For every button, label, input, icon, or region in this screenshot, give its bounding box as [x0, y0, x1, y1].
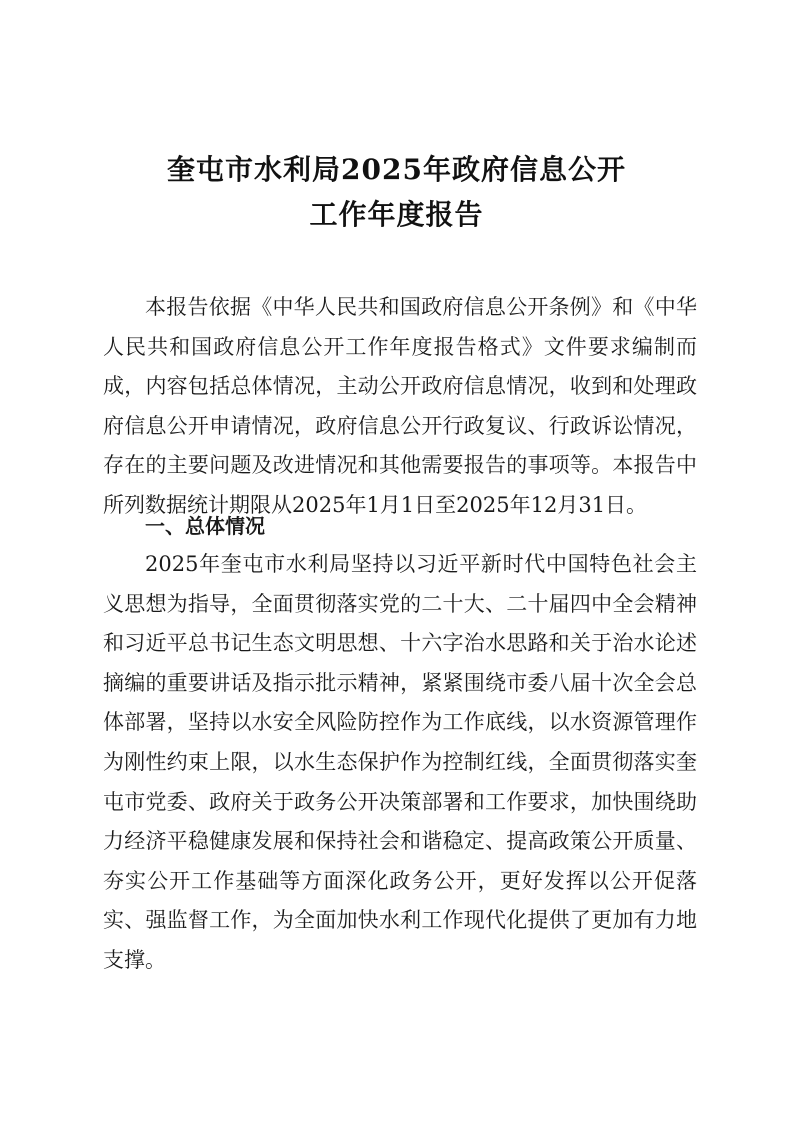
overview-paragraph: 2025年奎屯市水利局坚持以习近平新时代中国特色社会主义思想为指导，全面贯彻落实党的二十大、二十届四中全会精神和习近平总书记生态文明思想、十六字治水思路和关于治水论述摘编的重要讲话及指示批示精神，紧紧围绕市委八届十次全会总体部署，坚持以水安全风险防控作为工作底线，以水资源管理作为刚性约束上限，以水生态保护作为控制红线，全面贯彻落实奎屯市党委、政府关于政务公开决策部署和工作要求，加快围绕助力经济平稳健康发展和保持社会和谐稳定、提高政策公开质量、夯实公开工作基础等方面深化政务公开，更好发挥以公开促落实、强监督工作，为全面加快水利工作现代化提供了更加有力地支撑。 — [103, 552, 697, 972]
document-title-line2: 工作年度报告 — [309, 198, 484, 231]
document-title-line1: 奎屯市水利局2025年政府信息公开 — [167, 153, 626, 186]
section-heading-overview: 一、总体情况 — [145, 514, 265, 538]
intro-paragraph: 本报告依据《中华人民共和国政府信息公开条例》和《中华人民共和国政府信息公开工作年度报告格式》文件要求编制而成，内容包括总体情况，主动公开政府信息情况，收到和处理政府信息公开申请情况，政府信息公开行政复议、行政诉讼情况，存在的主要问题及改进情况和其他需要报告的事项等。本报告中所列数据统计期限从2025年1月1日至2025年12月31日。 — [103, 295, 697, 517]
